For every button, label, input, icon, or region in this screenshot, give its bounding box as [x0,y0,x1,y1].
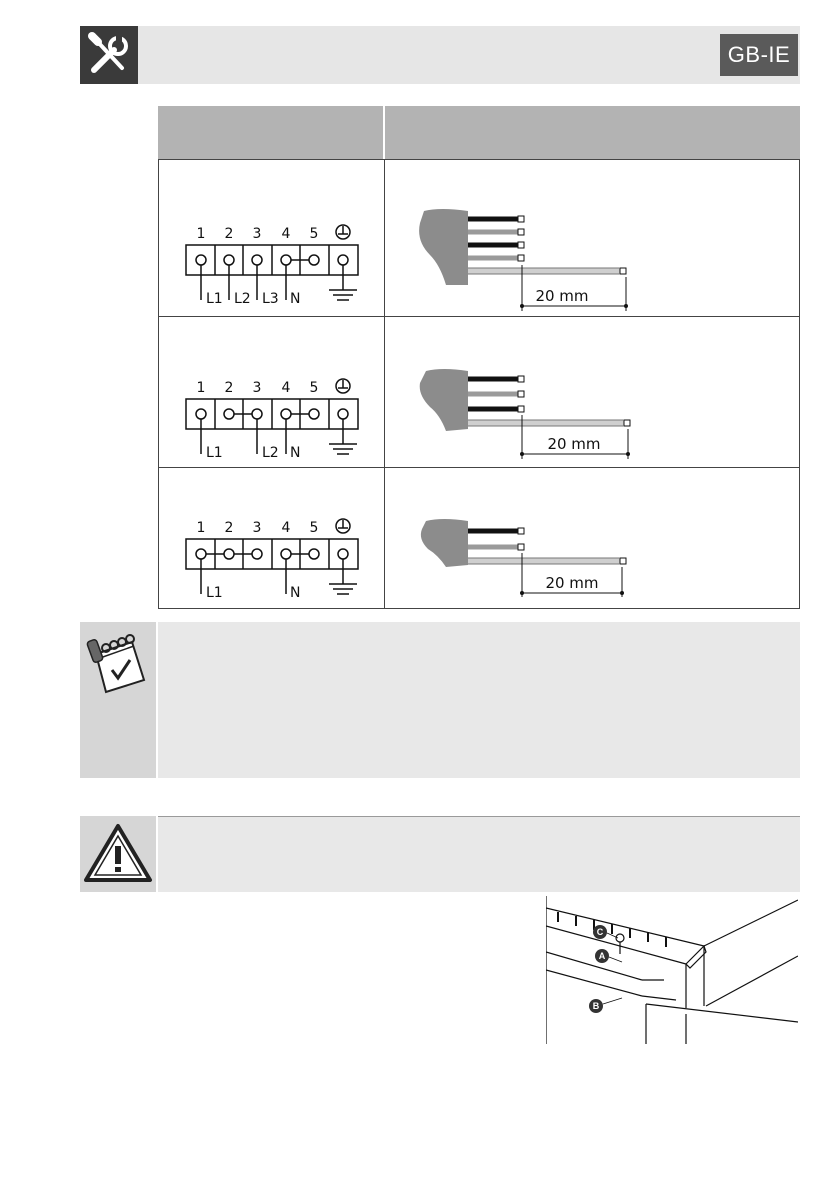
cable-diagram [410,515,640,605]
terminal-number: 4 [281,520,291,536]
note-box [80,622,800,778]
terminal-number: 1 [196,380,206,396]
phase-label: N [290,585,301,601]
phase-label: L2 [262,445,279,461]
warning-divider-line [80,816,800,817]
cable-diagram [410,365,640,465]
earth-symbol [336,519,350,533]
earth-symbol [336,225,350,239]
cable-dimension: 20 mm [545,574,599,592]
terminal-number: 3 [252,520,262,536]
terminal-number: 2 [224,520,234,536]
table-header-left [158,106,383,159]
language-badge: GB-IE [720,34,798,76]
note-icon-panel [80,622,156,778]
phase-label: L1 [206,291,223,307]
terminal-block-diagram [180,372,370,462]
terminal-number: 3 [252,226,262,242]
cable-dimension: 20 mm [547,435,601,453]
terminal-number: 2 [224,380,234,396]
terminal-number: 1 [196,226,206,242]
note-divider [156,622,158,778]
phase-label: L1 [206,445,223,461]
warning-icon-panel [80,816,156,892]
terminal-number: 2 [224,226,234,242]
callout-b: B [592,1001,600,1011]
terminal-block-diagram [180,512,370,602]
notepad-icon [82,626,158,702]
table-header-right [385,106,800,159]
phase-label: L1 [206,585,223,601]
fixing-bracket-illustration [546,896,798,1044]
phase-label: L2 [234,291,251,307]
terminal-number: 3 [252,380,262,396]
terminal-number: 4 [281,226,291,242]
phase-label: L3 [262,291,279,307]
table-column-divider [384,159,385,608]
terminal-number: 5 [309,226,319,242]
table-row-divider [158,467,800,468]
terminal-number: 1 [196,520,206,536]
earth-symbol [336,379,350,393]
callout-a: A [598,951,606,961]
terminal-number: 4 [281,380,291,396]
page-header [80,26,800,84]
tools-icon [80,26,138,84]
table-row-divider [158,316,800,317]
terminal-number: 5 [309,380,319,396]
terminal-number: 5 [309,520,319,536]
callout-c: C [596,927,604,937]
cable-dimension: 20 mm [535,287,589,305]
warning-box [80,816,800,892]
terminal-block-diagram [180,218,370,308]
phase-label: N [290,291,301,307]
warning-divider [156,816,158,892]
cable-diagram [410,205,640,315]
warning-triangle-icon [80,816,156,892]
phase-label: N [290,445,301,461]
